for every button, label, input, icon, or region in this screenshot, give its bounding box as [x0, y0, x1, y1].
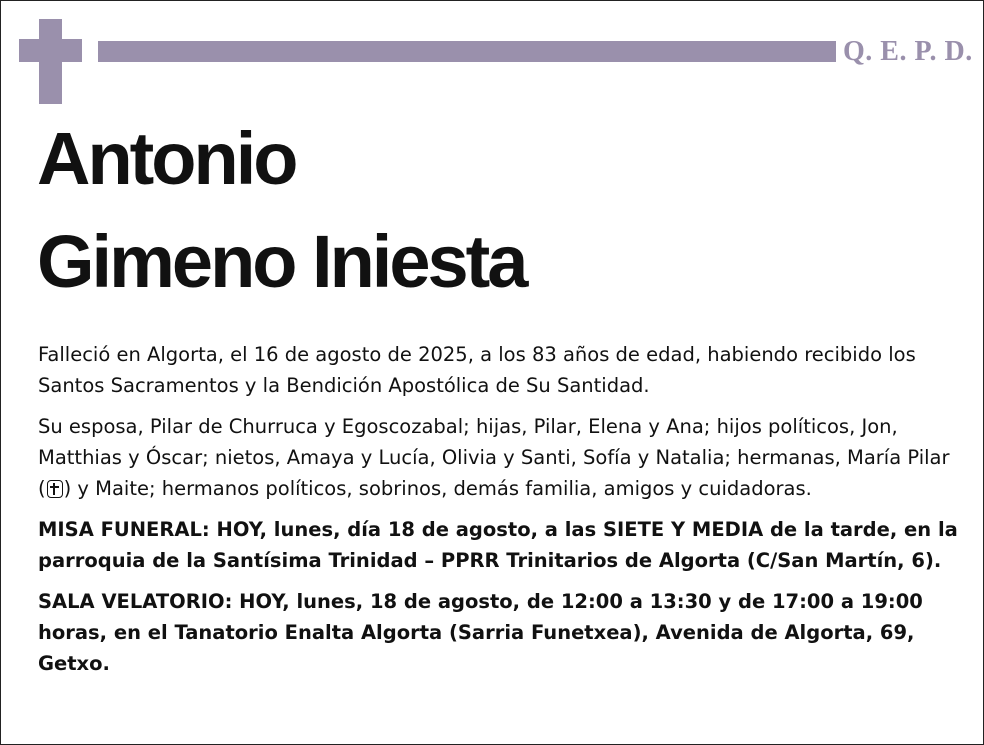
cross-horizontal-bar	[19, 39, 82, 62]
cross-icon	[19, 19, 82, 104]
death-paragraph: Falleció en Algorta, el 16 de agosto de 2025, a los 83 años de edad, habiendo recibido los Santos Sacramentos y la Bendición Apostólica de Su Santidad.	[38, 343, 916, 397]
qepd-badge: Q. E. P. D.	[843, 36, 973, 67]
family-text-part1: Su esposa, Pilar de Churruca y Egoscozabal; hijas, Pilar, Elena y Ana; hijos políticos, Jon, Matthias y Óscar; nietos, Amaya y Lucía, Olivia y Santi, Sofía y Natalia; hermanas, María Pilar (	[38, 415, 950, 500]
deceased-first-name: Antonio	[37, 117, 296, 200]
family-text-part2: ) y Maite; hermanos políticos, sobrinos, demás familia, amigos y cuidadoras.	[63, 477, 812, 500]
funeral-paragraph: MISA FUNERAL: HOY, lunes, día 18 de agosto, a las SIETE Y MEDIA de la tarde, en la parroquia de la Santísima Trinidad – PPRR Trinitarios de Algorta (C/San Martín, 6).	[38, 518, 958, 572]
obituary-body	[38, 339, 963, 689]
wake-paragraph: SALA VELATORIO: HOY, lunes, 18 de agosto, de 12:00 a 13:30 y de 17:00 a 19:00 horas, en el Tanatorio Enalta Algorta (Sarria Funetxea), Avenida de Algorta, 69, Getxo.	[38, 590, 923, 675]
deceased-cross-icon	[47, 480, 63, 498]
header-rule	[98, 41, 836, 62]
deceased-surnames: Gimeno Iniesta	[37, 220, 526, 303]
family-paragraph	[38, 411, 963, 504]
